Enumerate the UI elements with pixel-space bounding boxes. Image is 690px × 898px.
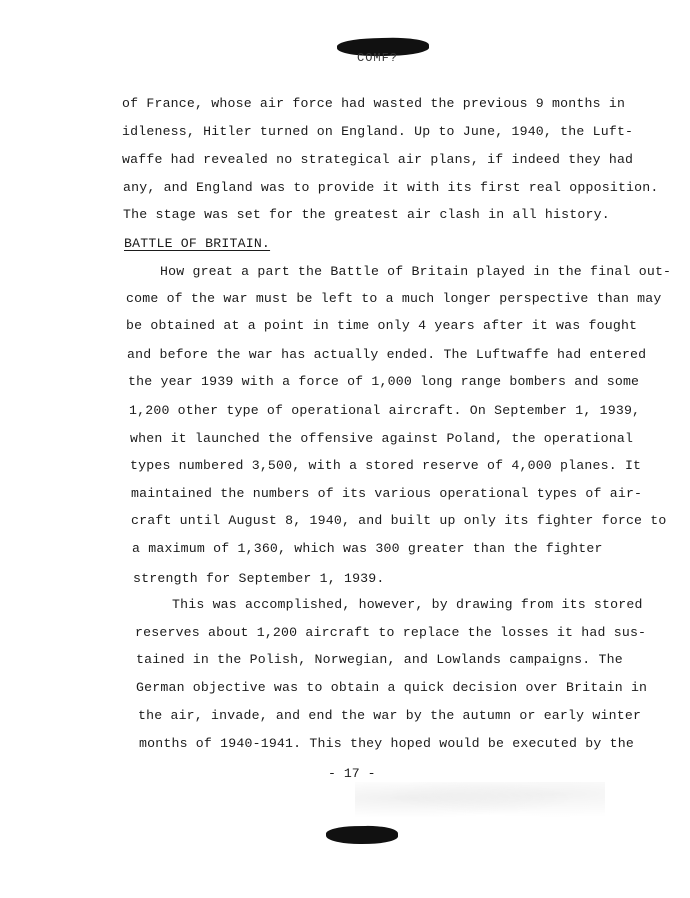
text-line: tained in the Polish, Norwegian, and Lowlands campaigns. The bbox=[136, 652, 623, 667]
text-line: idleness, Hitler turned on England. Up to June, 1940, the Luft- bbox=[122, 124, 634, 139]
text-line: 1,200 other type of operational aircraft. On September 1, 1939, bbox=[129, 403, 641, 418]
text-line: craft until August 8, 1940, and built up only its fighter force to bbox=[131, 513, 667, 528]
text-line: of France, whose air force had wasted the previous 9 months in bbox=[122, 96, 626, 111]
text-line: German objective was to obtain a quick decision over Britain in bbox=[136, 680, 648, 695]
text-line: strength for September 1, 1939. bbox=[133, 571, 385, 586]
text-line: How great a part the Battle of Britain played in the final out- bbox=[160, 264, 672, 279]
text-line: come of the war must be left to a much longer perspective than may bbox=[126, 291, 662, 306]
text-line: maintained the numbers of its various operational types of air- bbox=[131, 486, 643, 501]
text-line: reserves about 1,200 aircraft to replace the losses it had sus- bbox=[135, 625, 647, 640]
text-line: and before the war has actually ended. The Luftwaffe had entered bbox=[127, 347, 647, 362]
text-line: the air, invade, and end the war by the autumn or early winter bbox=[138, 708, 642, 723]
bottom-redaction-mark bbox=[326, 825, 398, 844]
text-line: when it launched the offensive against Poland, the operational bbox=[130, 431, 634, 446]
redacted-classification-text: COMF? bbox=[357, 51, 399, 65]
text-line: months of 1940-1941. This they hoped would be executed by the bbox=[139, 736, 634, 751]
text-line: be obtained at a point in time only 4 years after it was fought bbox=[126, 318, 638, 333]
page-number: - 17 - bbox=[328, 766, 376, 781]
text-line: the year 1939 with a force of 1,000 long range bombers and some bbox=[128, 374, 640, 389]
text-line: any, and England was to provide it with its first real opposition. bbox=[123, 180, 659, 195]
bleed-through-smudge bbox=[355, 782, 605, 822]
text-line: This was accomplished, however, by drawing from its stored bbox=[172, 597, 643, 612]
text-line: waffe had revealed no strategical air plans, if indeed they had bbox=[122, 152, 634, 167]
section-heading: BATTLE OF BRITAIN. bbox=[124, 236, 271, 251]
text-line: types numbered 3,500, with a stored reserve of 4,000 planes. It bbox=[130, 458, 642, 473]
text-line: The stage was set for the greatest air clash in all history. bbox=[123, 207, 610, 222]
text-line: a maximum of 1,360, which was 300 greater than the fighter bbox=[132, 541, 603, 556]
